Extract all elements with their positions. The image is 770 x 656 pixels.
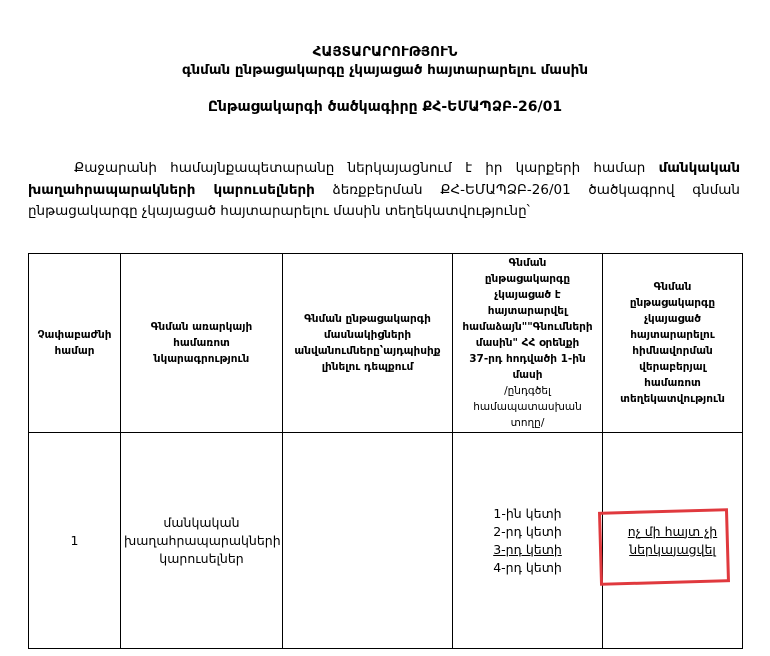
results-table <box>28 253 743 649</box>
text-line: Գնման առարկայի <box>150 321 253 333</box>
text-line: տողը/ <box>510 417 545 429</box>
text-line: մասի <box>512 369 543 381</box>
table-header-row <box>29 254 743 433</box>
text-line: անվանումները՝այդպիսիք <box>294 345 441 357</box>
text-line: համար <box>54 345 95 357</box>
text-line: հայտարարվել <box>487 305 568 317</box>
text-line: մասին" ՀՀ օրենքի <box>475 337 580 349</box>
intro-line-3: ընթացակարգը չկայացած հայտարարելու մասին տեղեկատվությունը՝ <box>28 203 530 219</box>
lot-description <box>121 433 283 649</box>
document-subtitle: գնման ընթացակարգը չկայացած հայտարարելու մասին <box>182 62 588 78</box>
intro-bold-2: խաղահրապարակների կարուսելների <box>28 181 315 198</box>
header-participants <box>283 254 453 433</box>
intro-paragraph <box>28 158 740 223</box>
text-line: չկայացած <box>644 313 701 325</box>
highlight-box <box>598 508 730 586</box>
header-legal-basis-note <box>456 383 599 431</box>
text-line: լինելու դեպքում <box>321 361 414 373</box>
text-line: ոչ մի հայտ չի <box>627 523 718 539</box>
text-line: համապատասխան <box>473 401 582 413</box>
text-line: համառոտ <box>644 377 701 389</box>
text-line: հայտարարելու <box>630 329 715 341</box>
text-line: Գնման <box>653 281 692 293</box>
header-lot-number <box>29 254 121 433</box>
text-line: մանկական <box>163 514 240 530</box>
legal-point-item: 3-րդ կետի <box>493 541 562 557</box>
text-line: խաղահրապարակների <box>124 532 281 548</box>
text-line: մասնակիցների <box>323 329 412 341</box>
intro-line-2: խաղահրապարակների կարուսելների ձեռքբերման ՔՀ-ԵՄԱՊՁԲ-26/01 ծածկագրով գնման <box>28 181 740 198</box>
participants-cell <box>283 433 453 649</box>
header-justification <box>603 254 743 433</box>
text-line: համաձայն""Գնումների <box>462 321 593 333</box>
text-line: նկարագրություն <box>153 353 250 365</box>
text-line: չկայացած է <box>494 289 561 301</box>
text-line: ներկայացվել <box>629 541 716 557</box>
text-line: Գնման <box>508 257 547 269</box>
text-line: համառոտ <box>173 337 230 349</box>
header-legal-basis <box>453 254 603 433</box>
legal-point-item: 4-րդ կետի <box>493 559 562 575</box>
text-line: Գնման ընթացակարգի <box>304 313 431 325</box>
intro-line-1: Քաջարանի համայնքապետարանը ներկայացնում է իր կարքերի համար մանկական <box>74 160 740 176</box>
header-description <box>121 254 283 433</box>
text-line: տեղեկատվություն <box>620 393 725 405</box>
legal-point-item: 2-րդ կետի <box>493 523 562 539</box>
legal-point-item: 1-ին կետի <box>493 505 562 521</box>
text-line: վերաբերյալ <box>639 361 706 373</box>
text-line: կարուսելներ <box>159 550 244 566</box>
text-line: ընթացակարգը <box>484 273 571 285</box>
procedure-code: Ընթացակարգի ծածկագիրը ՔՀ-ԵՄԱՊՁԲ-26/01 <box>207 99 563 115</box>
text-line: /ընդգծել <box>504 385 551 397</box>
legal-points <box>453 433 603 649</box>
text-line: ընթացակարգը <box>629 297 716 309</box>
document-title: ՀԱՅՏԱՐԱՐՈՒԹՅՈՒՆ <box>312 44 458 60</box>
text-line: Չափաբաժնի <box>37 329 112 341</box>
text-line: հիմնավորման <box>632 345 713 357</box>
text-line: 37-րդ հոդվածի 1-ին <box>469 353 586 365</box>
lot-number: 1 <box>29 433 121 649</box>
intro-bold-1: մանկական <box>658 160 740 176</box>
